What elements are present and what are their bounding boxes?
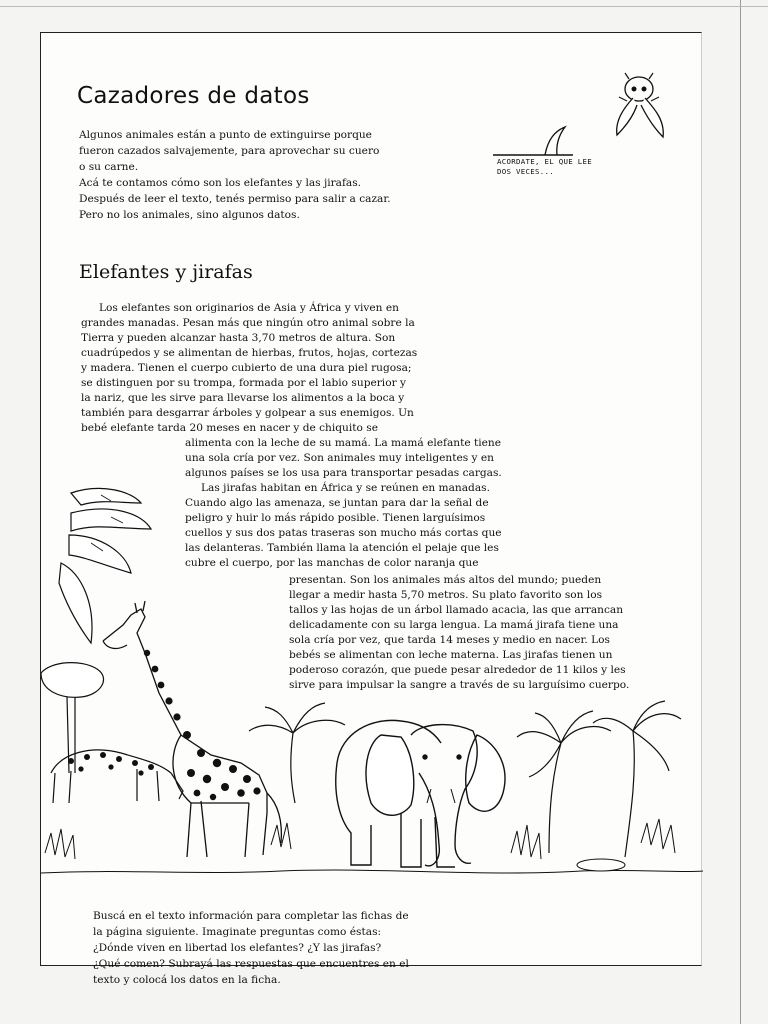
article-line: peligro y huir lo más rápido posible. Tienen larguísimos [185, 512, 486, 524]
instructions-line: la página siguiente. Imaginate preguntas como éstas: [93, 926, 382, 938]
article-line: la nariz, que les sirve para llevarse los alimentos a la boca y [81, 392, 405, 404]
article-line: bebés se alimentan con leche materna. Las jirafas tienen un [289, 649, 613, 661]
speech-bubble-line: ACORDATE, EL QUE LEE [497, 157, 592, 166]
article-line: se distinguen por su trompa, formada por el labio superior y [81, 377, 406, 389]
article-line: una sola cría por vez. Son animales muy inteligentes y en [185, 452, 495, 464]
article-line: también para desgarrar árboles y golpear a sus enemigos. Un [81, 407, 414, 419]
article-line: cubre el cuerpo, por las manchas de color naranja que [185, 557, 479, 569]
article-line: cuellos y sus dos patas traseras son mucho más cortas que [185, 527, 502, 539]
savanna-illustration [41, 473, 703, 893]
article-line: tallos y las hojas de un árbol llamado acacia, las que arrancan [289, 604, 624, 616]
speech-bubble-line: DOS VECES... [497, 167, 554, 176]
article-line: Las jirafas habitan en África y se reúnen en manadas. [201, 482, 490, 494]
instructions-line: ¿Dónde viven en libertad los elefantes? ¿Y las jirafas? [93, 942, 382, 954]
article-line: Los elefantes son originarios de Asia y África y viven en [99, 302, 399, 314]
palm-trees-icon [517, 701, 681, 857]
article-line: grandes manadas. Pesan más que ningún otro animal sobre la [81, 317, 415, 329]
page-top-line [0, 6, 768, 7]
instructions-line: Buscá en el texto información para completar las fichas de [93, 910, 409, 922]
article-line: Cuando algo las amenaza, se juntan para dar la señal de [185, 497, 489, 509]
intro-line: Después de leer el texto, tenés permiso para salir a cazar. [79, 193, 391, 205]
instructions-line: ¿Qué comen? Subrayá las respuestas que encuentres en el [93, 958, 409, 970]
article-line: las delanteras. También llama la atención el pelaje que les [185, 542, 499, 554]
article-line: delicadamente con su larga lengua. La mamá jirafa tiene una [289, 619, 619, 631]
intro-line: Pero no los animales, sino algunos datos. [79, 209, 300, 221]
intro-paragraph [79, 127, 499, 223]
intro-line: Algunos animales están a punto de extinguirse porque [79, 129, 372, 141]
mascot-icon [493, 71, 693, 161]
tree-icon [41, 663, 104, 773]
article-line: presentan. Son los animales más altos del mundo; pueden [289, 574, 602, 586]
page-title: Cazadores de datos [77, 83, 310, 109]
instructions-paragraph [93, 908, 409, 988]
leaf-plant-icon [59, 488, 151, 643]
section-heading: Elefantes y jirafas [79, 261, 253, 283]
article-line: alimenta con la leche de su mamá. La mamá elefante tiene [185, 437, 501, 449]
article-line: llegar a medir hasta 5,70 metros. Su plato favorito son los [289, 589, 603, 601]
worksheet-page [40, 32, 702, 986]
article-line: poderoso corazón, que puede pesar alrededor de 11 kilos y les [289, 664, 626, 676]
article-line: bebé elefante tarda 20 meses en nacer y de chiquito se [81, 422, 378, 434]
elephant-icon [336, 720, 505, 867]
grass-icon [45, 819, 675, 871]
giraffe-icon [103, 601, 281, 857]
article-line: sirve para impulsar la sangre a través de su larguísimo cuerpo. [289, 679, 630, 691]
giraffe-calf-icon [51, 750, 183, 803]
article-line: y madera. Tienen el cuerpo cubierto de una dura piel rugosa; [81, 362, 412, 374]
intro-line: Acá te contamos cómo son los elefantes y las jirafas. [79, 177, 362, 189]
article-line: cuadrúpedos y se alimentan de hierbas, frutos, hojas, cortezas [81, 347, 418, 359]
intro-line: fueron cazados salvajemente, para aprovechar su cuero [79, 145, 380, 157]
article-line: sola cría por vez, que tarda 14 meses y medio en nacer. Los [289, 634, 610, 646]
page-edge-line [740, 0, 741, 1024]
intro-line: o su carne. [79, 161, 139, 173]
instructions-line: texto y colocá los datos en la ficha. [93, 974, 281, 986]
speech-bubble-text [497, 157, 592, 177]
palm-tree-icon [249, 703, 345, 803]
article-line: algunos países se los usa para transportar pesadas cargas. [185, 467, 502, 479]
mascot-speech-bubble [493, 71, 693, 191]
article-line: Tierra y pueden alcanzar hasta 3,70 metros de altura. Son [81, 332, 396, 344]
